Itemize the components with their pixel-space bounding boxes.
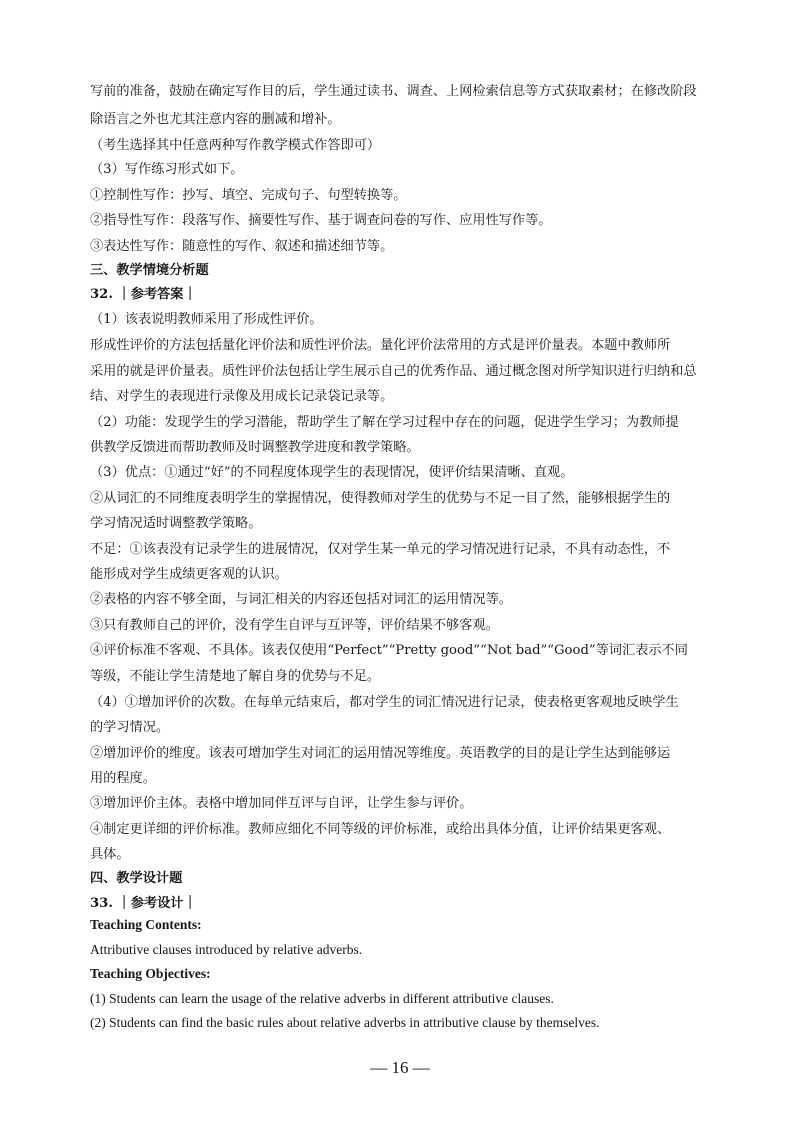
teaching-objectives-heading: Teaching Objectives: bbox=[90, 966, 211, 981]
text-line: （3）写作练习形式如下。 bbox=[90, 162, 244, 177]
text-line: 除语言之外也尤其注意内容的删减和增补。 bbox=[90, 112, 341, 127]
text-line: （考生选择其中任意两种写作教学模式作答即可） bbox=[90, 138, 381, 153]
text-line: ②从词汇的不同维度表明学生的掌握情况，使得教师对学生的优势与不足一目了然，能够根据学生的 bbox=[90, 491, 671, 506]
text-line: 采用的就是评价量表。质性评价法包括让学生展示自己的优秀作品、通过概念图对所学知识进行归纳和总 bbox=[90, 364, 697, 379]
text-line: ②增加评价的维度。该表可增加学生对词汇的运用情况等维度。英语教学的目的是让学生达到能够运 bbox=[90, 746, 671, 761]
text-line: ③增加评价主体。表格中增加同伴互评与自评，让学生参与评价。 bbox=[90, 796, 473, 811]
answer-label: 32. ｜参考答案｜ bbox=[90, 287, 197, 302]
text-line: （2）功能：发现学生的学习潜能，帮助学生了解在学习过程中存在的问题，促进学生学习；为教师提 bbox=[90, 415, 679, 430]
page-number: — 16 — bbox=[370, 1058, 430, 1077]
section-heading: 四、教学设计题 bbox=[90, 871, 183, 886]
text-line: （1）该表说明教师采用了形成性评价。 bbox=[90, 312, 323, 327]
text-line: ④评价标准不客观、不具体。该表仅使用“Perfect”“Pretty good”“Not bad”“Good”等词汇表示不同 bbox=[90, 643, 688, 658]
design-label: 33. ｜参考设计｜ bbox=[90, 896, 197, 911]
text-line: 的学习情况。 bbox=[90, 720, 170, 735]
text-line: ②指导性写作：段落写作、摘要性写作、基于调查问卷的写作、应用性写作等。 bbox=[90, 213, 552, 228]
text-line: 不足：①该表没有记录学生的进展情况，仅对学生某一单元的学习情况进行记录，不具有动态性，不 bbox=[90, 542, 671, 557]
text-line: 供教学反馈进而帮助教师及时调整教学进度和教学策略。 bbox=[90, 440, 420, 455]
text-line: (2) Students can find the basic rules about relative adverbs in attributive clause by themselves. bbox=[90, 1015, 600, 1030]
text-line: 写前的准备，鼓励在确定写作目的后，学生通过读书、调查、上网检索信息等方式获取素材；在修改阶段 bbox=[90, 84, 697, 99]
text-line: (1) Students can learn the usage of the relative adverbs in different attributive clauses. bbox=[90, 991, 554, 1006]
text-line: 能形成对学生成绩更客观的认识。 bbox=[90, 567, 288, 582]
text-line: 结、对学生的表现进行录像及用成长记录袋记录等。 bbox=[90, 389, 394, 404]
text-line: ①控制性写作：抄写、填空、完成句子、句型转换等。 bbox=[90, 188, 407, 203]
text-line: ③表达性写作：随意性的写作、叙述和描述细节等。 bbox=[90, 239, 394, 254]
teaching-contents-heading: Teaching Contents: bbox=[90, 917, 202, 932]
text-line: （3）优点：①通过“好”的不同程度体现学生的表现情况，使评价结果清晰、直观。 bbox=[90, 465, 574, 480]
text-line: ④制定更详细的评价标准。教师应细化不同等级的评价标准，或给出具体分值，让评价结果更客观、 bbox=[90, 822, 671, 837]
text-line: 具体。 bbox=[90, 847, 130, 862]
text-line: 等级，不能让学生清楚地了解自身的优势与不足。 bbox=[90, 669, 381, 684]
text-line: ②表格的内容不够全面，与词汇相关的内容还包括对词汇的运用情况等。 bbox=[90, 592, 512, 607]
text-line: （4）①增加评价的次数。在每单元结束后，都对学生的词汇情况进行记录，使表格更客观地反映学生 bbox=[90, 695, 679, 710]
text-line: Attributive clauses introduced by relative adverbs. bbox=[90, 942, 363, 957]
text-line: 形成性评价的方法包括量化评价法和质性评价法。量化评价法常用的方式是评价量表。本题中教师所 bbox=[90, 338, 671, 353]
text-line: ③只有教师自己的评价，没有学生自评与互评等，评价结果不够客观。 bbox=[90, 618, 499, 633]
section-heading: 三、教学情境分析题 bbox=[90, 263, 209, 278]
text-line: 用的程度。 bbox=[90, 771, 156, 786]
text-line: 学习情况适时调整教学策略。 bbox=[90, 516, 262, 531]
